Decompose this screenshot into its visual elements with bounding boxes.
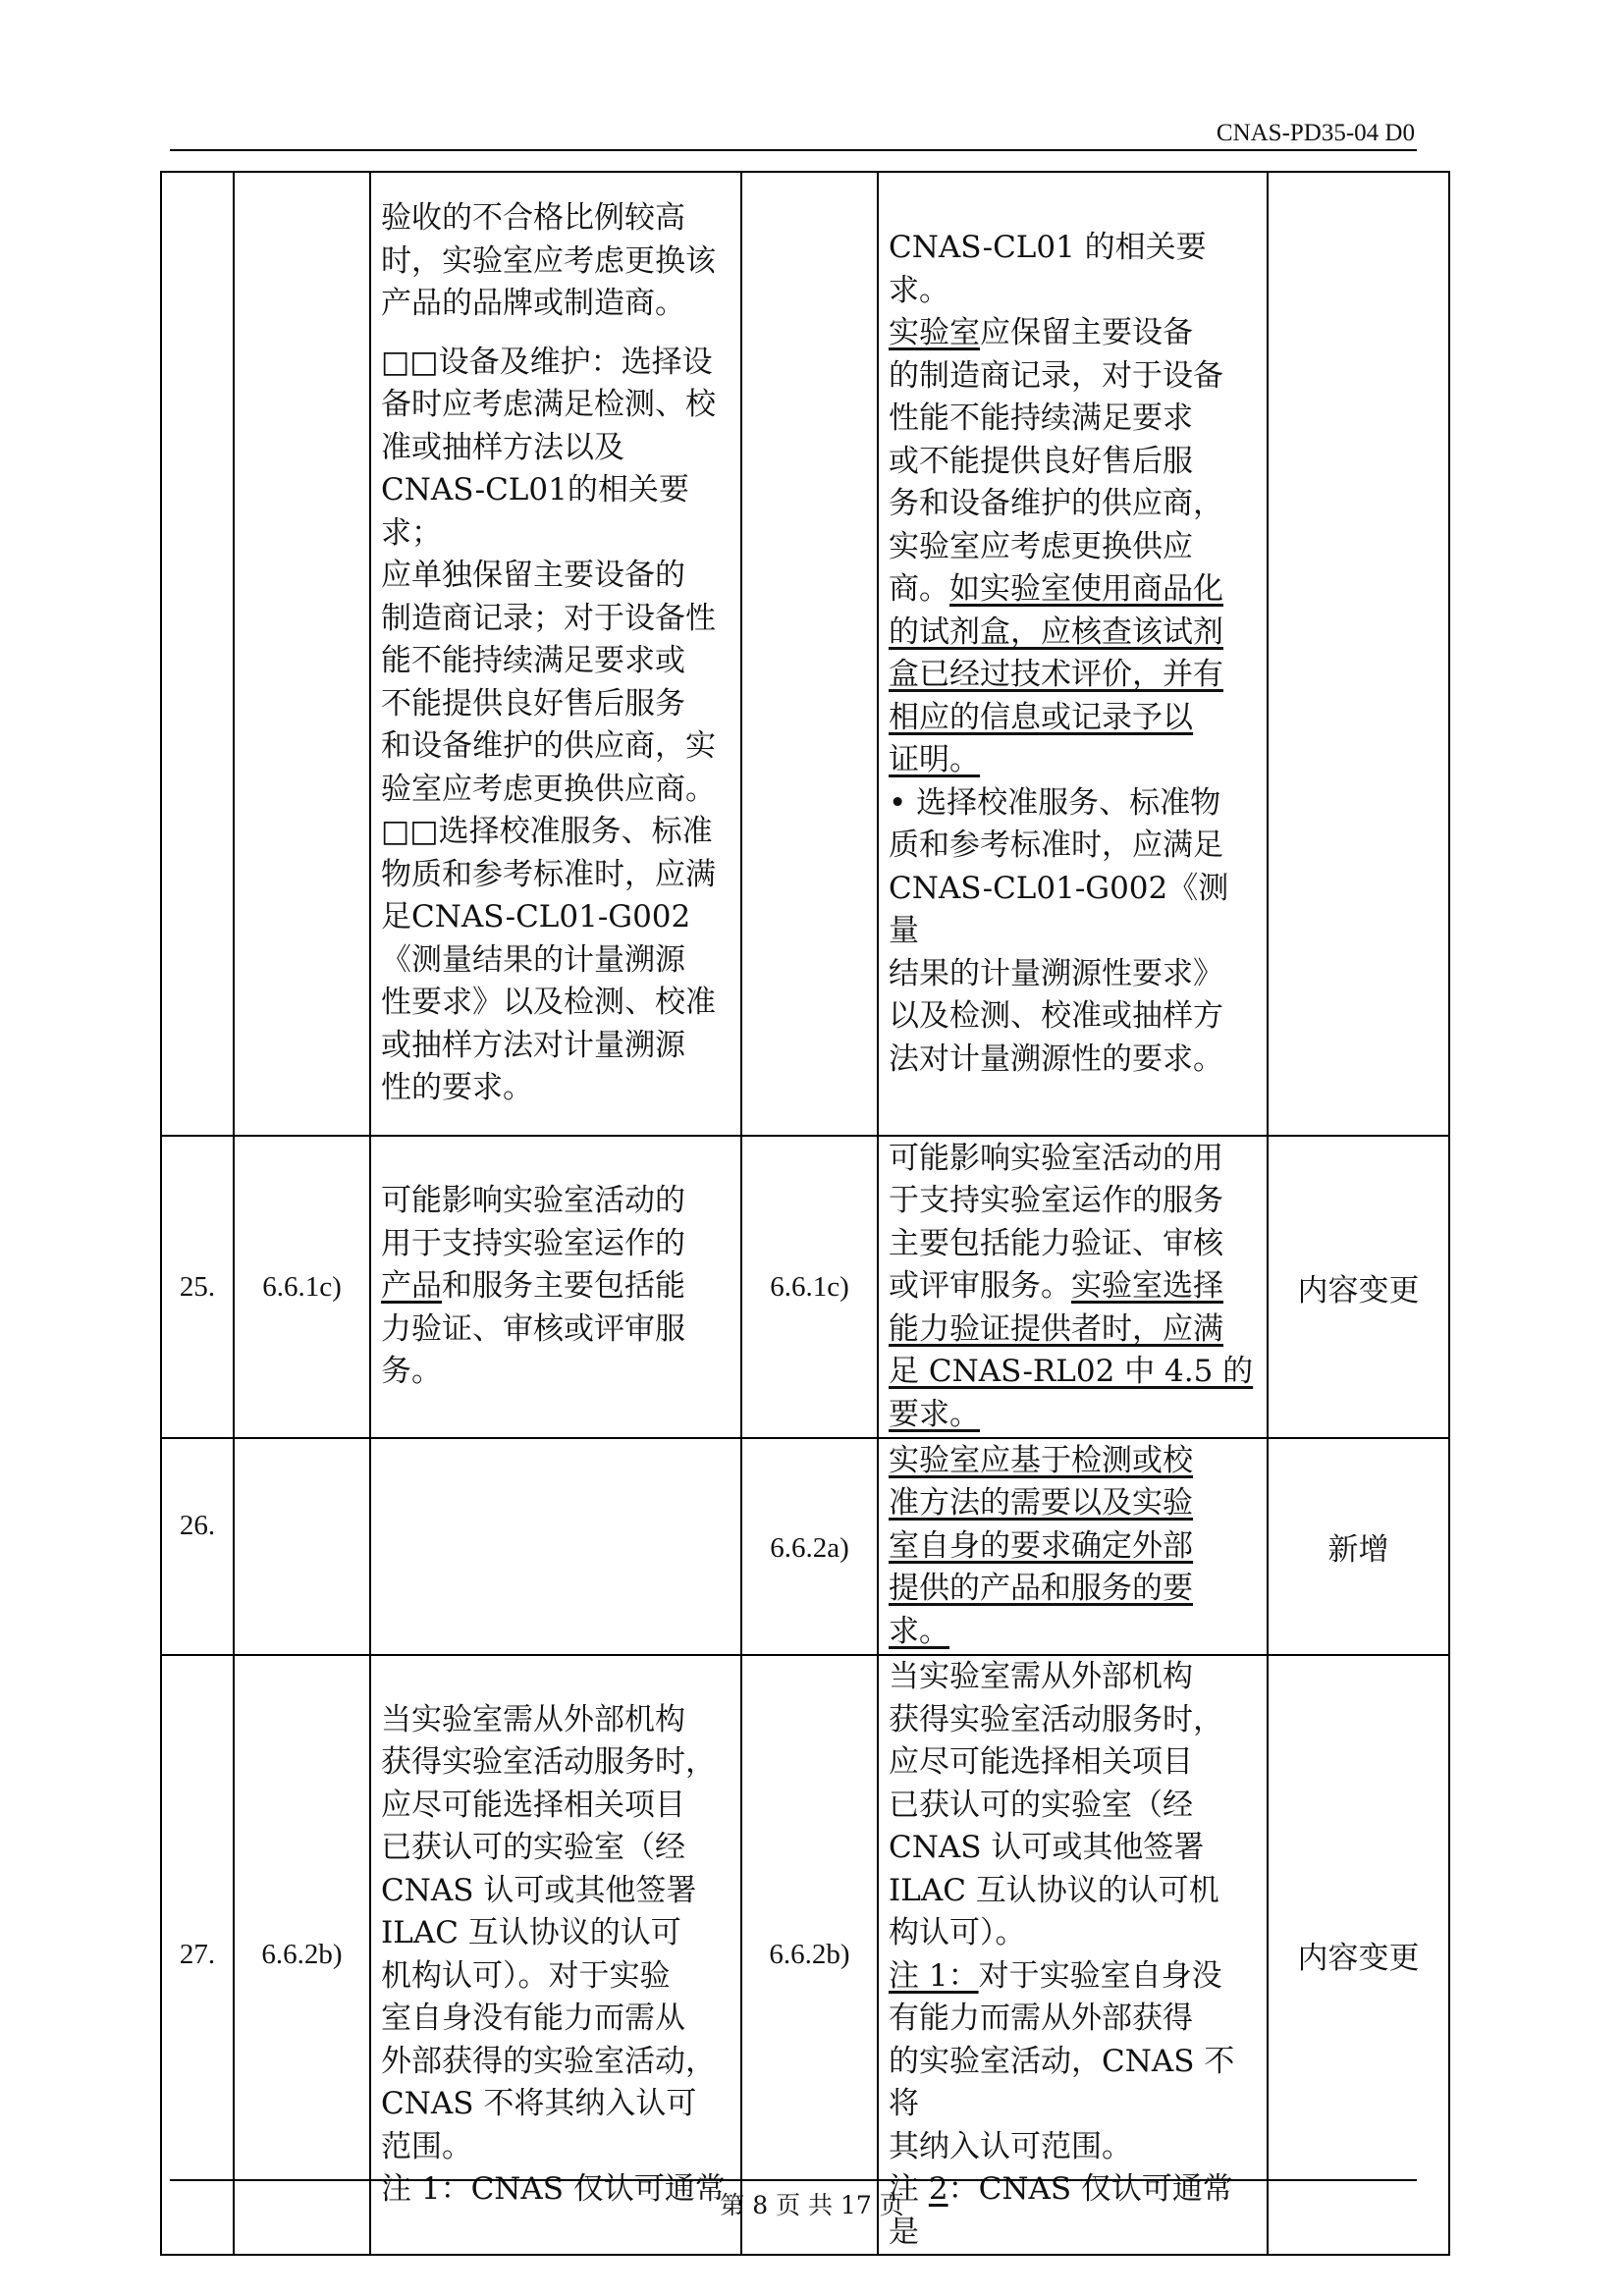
table-row <box>161 1438 1449 1655</box>
change-type: 内容变更 <box>1268 1655 1449 2255</box>
old-text-cell <box>370 172 741 1136</box>
underlined-text: 如实验室使用商品化 的试剂盒，应核查该试剂 盒已经过技术评价，并有 相应的信息或记录予以 证明。 <box>889 571 1223 777</box>
footer-rule <box>170 2179 1417 2181</box>
new-text-para <box>889 1138 1257 1437</box>
new-text-para <box>889 227 1257 1081</box>
text-run: • 选择校准服务、标准物 质和参考标准时，应满足 CNAS-CL01-G002《测量 结果的计量溯源性要求》 以及检测、校准或抽样方 法对计量溯源性的要求。 <box>889 784 1229 1077</box>
header-doc-code: CNAS-PD35-04 D0 <box>1216 120 1415 146</box>
text-run: 对于实验室自身没 有能力而需从外部获得 的实验室活动，CNAS 不将 其纳入认可范围。 注 <box>889 1957 1235 2207</box>
old-text-para: □□设备及维护：选择设 备时应考虑满足检测、校 准或抽样方法以及 CNAS-CL01的相关要求； 应单独保留主要设备的 制造商记录；对于设备性 能不能持续满足要求或 不能提供良好售后服务 和设备维护的供应商，实 验室应考虑更换供应商。 □□选择校准服务、标准 物质和参考标准时，应满 足CNAS-CL01-G002 《测量结果的计量溯源 性要求》以及检测、校准 或抽样方法对计量溯源 性的要求。 <box>381 344 716 1106</box>
old-text-para <box>381 1180 731 1394</box>
old-text-cell <box>370 1438 741 1655</box>
row-number <box>161 172 234 1136</box>
underlined-text: 实验室选择 能力验证提供者时，应满 足 CNAS-RL02 中 4.5 的 要求。 <box>889 1268 1254 1432</box>
old-clause: 6.6.2b) <box>234 1655 370 2255</box>
table-row <box>161 172 1449 1136</box>
text-run: 可能影响实验室活动的用 于支持实验室运作的服务 主要包括能力验证、审核 或评审服务。 <box>889 1140 1223 1305</box>
old-text-para: 当实验室需从外部机构 获得实验室活动服务时， 应尽可能选择相关项目 已获认可的实验室（经 CNAS 认可或其他签署 ILAC 互认协议的认可 机构认可）。对于实验 室自身没有能力而需从 外部获得的实验室活动， CNAS 不将其纳入认可 范围。 注 1：CNAS 仅认可通常 <box>381 1701 726 2207</box>
old-clause <box>234 1438 370 1655</box>
page-number: 第 8 页 共 17 页 <box>720 2191 904 2219</box>
comparison-table <box>160 171 1450 2256</box>
old-text-para: 验收的不合格比例较高 时，实验室应考虑更换该 产品的品牌或制造商。 <box>381 200 716 322</box>
old-text-cell <box>370 1136 741 1438</box>
row-number: 27. <box>161 1655 234 2255</box>
text-run: 应保留主要设备 的制造商记录，对于设备 性能不能持续满足要求 或不能提供良好售后服 务和设备维护的供应商， 实验室应考虑更换供应 商。 <box>889 315 1223 607</box>
text-run: 可能影响实验室活动的 用于支持实验室运作的 <box>381 1183 685 1261</box>
text-run: ：CNAS 仅认可通常是 <box>889 2171 1233 2250</box>
text-run: 和服务主要包括能 力验证、审核或评审服务。 <box>381 1268 685 1390</box>
new-text-cell <box>878 172 1268 1136</box>
table-row <box>161 1136 1449 1438</box>
old-clause <box>234 172 370 1136</box>
old-text-cell <box>370 1655 741 2255</box>
new-clause: 6.6.2b) <box>741 1655 878 2255</box>
table-row <box>161 1655 1449 2255</box>
underlined-text: 注 1： <box>889 1957 979 1994</box>
change-type: 新增 <box>1268 1438 1449 1655</box>
underlined-text: 产品 <box>381 1268 442 1305</box>
new-text-cell <box>878 1655 1268 2255</box>
new-clause: 6.6.2a) <box>741 1438 878 1655</box>
text-run: CNAS-CL01 的相关要求。 <box>889 230 1207 308</box>
underlined-text: 2 <box>928 2171 948 2207</box>
new-text-cell <box>878 1136 1268 1438</box>
new-text-cell <box>878 1438 1268 1655</box>
row-number: 26. <box>161 1438 234 1655</box>
row-number: 25. <box>161 1136 234 1438</box>
change-type: 内容变更 <box>1268 1136 1449 1438</box>
old-clause: 6.6.1c) <box>234 1136 370 1438</box>
header-rule <box>170 149 1417 151</box>
text-run: 当实验室需从外部机构 获得实验室活动服务时， 应尽可能选择相关项目 已获认可的实验室（经 CNAS 认可或其他签署 ILAC 互认协议的认可机 构认可）。 <box>889 1659 1223 1950</box>
new-clause: 6.6.1c) <box>741 1136 878 1438</box>
new-clause <box>741 172 878 1136</box>
change-type <box>1268 172 1449 1136</box>
underlined-text: 实验室应基于检测或校 准方法的需要以及实验 室自身的要求确定外部 提供的产品和服务的要 求。 <box>889 1442 1193 1649</box>
new-text-para <box>889 1656 1257 2254</box>
underlined-text: 实验室 <box>889 315 980 350</box>
